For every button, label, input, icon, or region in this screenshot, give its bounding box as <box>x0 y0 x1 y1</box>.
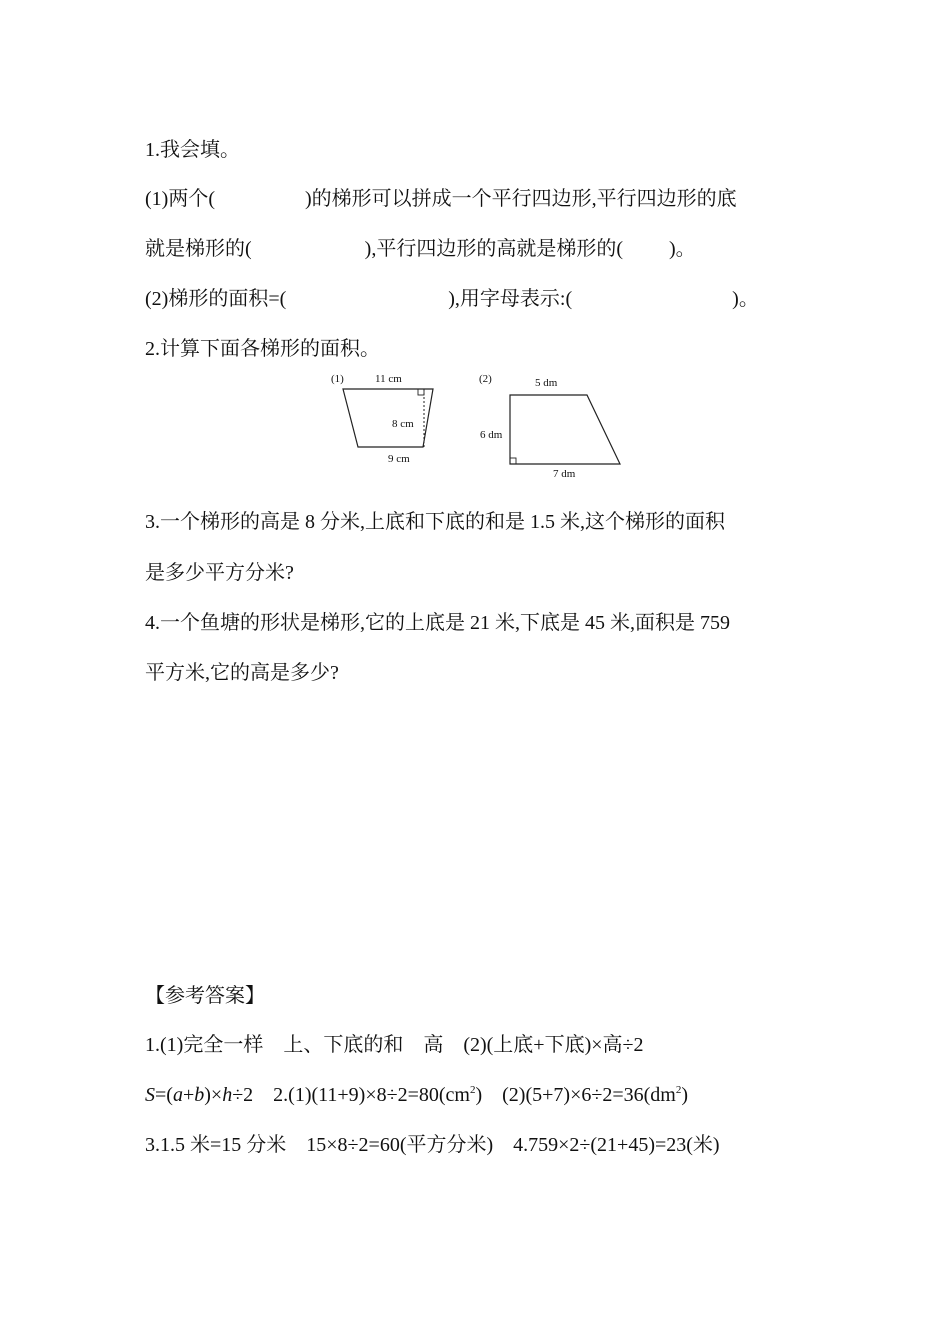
q1-text-a: (1)两个( <box>145 188 215 210</box>
ans2-plus: + <box>182 1084 195 1106</box>
var-h: h <box>222 1084 233 1106</box>
ans2-times: )× <box>204 1084 223 1106</box>
fig1-label: (1) <box>331 373 344 385</box>
answer-line-1: 1.(1)完全一样 上、下底的和 高 (2)(上底+下底)×高÷2 <box>145 1034 644 1056</box>
q1-text-h: )。 <box>732 288 759 310</box>
q1-part2-line <box>145 285 759 313</box>
fig1-top-label: 11 cm <box>375 373 402 385</box>
answer-line-3: 3.1.5 米=15 分米 15×8÷2=60(平方分米) 4.759×2÷(21+45)=23(米) <box>145 1134 720 1156</box>
q1-text-f: (2)梯形的面积=( <box>145 288 287 310</box>
fig2-top-label: 5 dm <box>535 377 558 389</box>
q1-text-b: )的梯形可以拼成一个平行四边形,平行四边形的底 <box>304 188 737 210</box>
q1-part1-line1 <box>145 185 737 213</box>
fig2-height-label: 6 dm <box>480 429 503 441</box>
trapezoid-2-shape <box>510 395 620 464</box>
q1-text-g: ),用字母表示:( <box>448 288 573 310</box>
fig1-height-label: 8 cm <box>392 418 414 430</box>
q3-line1: 3.一个梯形的高是 8 分米,上底和下底的和是 1.5 米,这个梯形的面积 <box>145 511 725 533</box>
var-s: S <box>145 1084 155 1106</box>
q1-text-e: )。 <box>669 238 696 260</box>
ans2-mid: ) (2)(5+7)×6÷2=36(dm <box>475 1084 676 1106</box>
q1-text-d: ),平行四边形的高就是梯形的( <box>364 238 623 260</box>
right-angle-mark-1 <box>418 389 424 395</box>
var-b: b <box>194 1084 205 1106</box>
trapezoid-figures <box>325 368 630 480</box>
q3-line2: 是多少平方分米? <box>145 562 294 584</box>
q1-part1-line2 <box>145 235 696 263</box>
q4-line2: 平方米,它的高是多少? <box>145 662 339 684</box>
q1-title: 1.我会填。 <box>145 139 240 161</box>
ans2-eq: =( <box>155 1084 173 1106</box>
fig2-label: (2) <box>479 373 492 385</box>
q1-text-c: 就是梯形的( <box>145 238 252 260</box>
answer-line-2 <box>145 1081 688 1109</box>
trapezoid-1-shape <box>343 389 433 447</box>
answers-header: 【参考答案】 <box>145 985 265 1007</box>
ans2-sup2: 2 <box>675 1084 682 1096</box>
q4-line1: 4.一个鱼塘的形状是梯形,它的上底是 21 米,下底是 45 米,面积是 759 <box>145 612 730 634</box>
fig2-bottom-label: 7 dm <box>553 468 576 480</box>
var-a: a <box>172 1084 183 1106</box>
ans2-sup1: 2 <box>469 1084 476 1096</box>
ans2-end: ) <box>681 1084 688 1106</box>
fig1-bottom-label: 9 cm <box>388 453 410 465</box>
ans2-rest: ÷2 2.(1)(11+9)×8÷2=80(cm <box>232 1084 470 1106</box>
q2-title: 2.计算下面各梯形的面积。 <box>145 338 380 360</box>
right-angle-mark-2 <box>510 458 516 464</box>
